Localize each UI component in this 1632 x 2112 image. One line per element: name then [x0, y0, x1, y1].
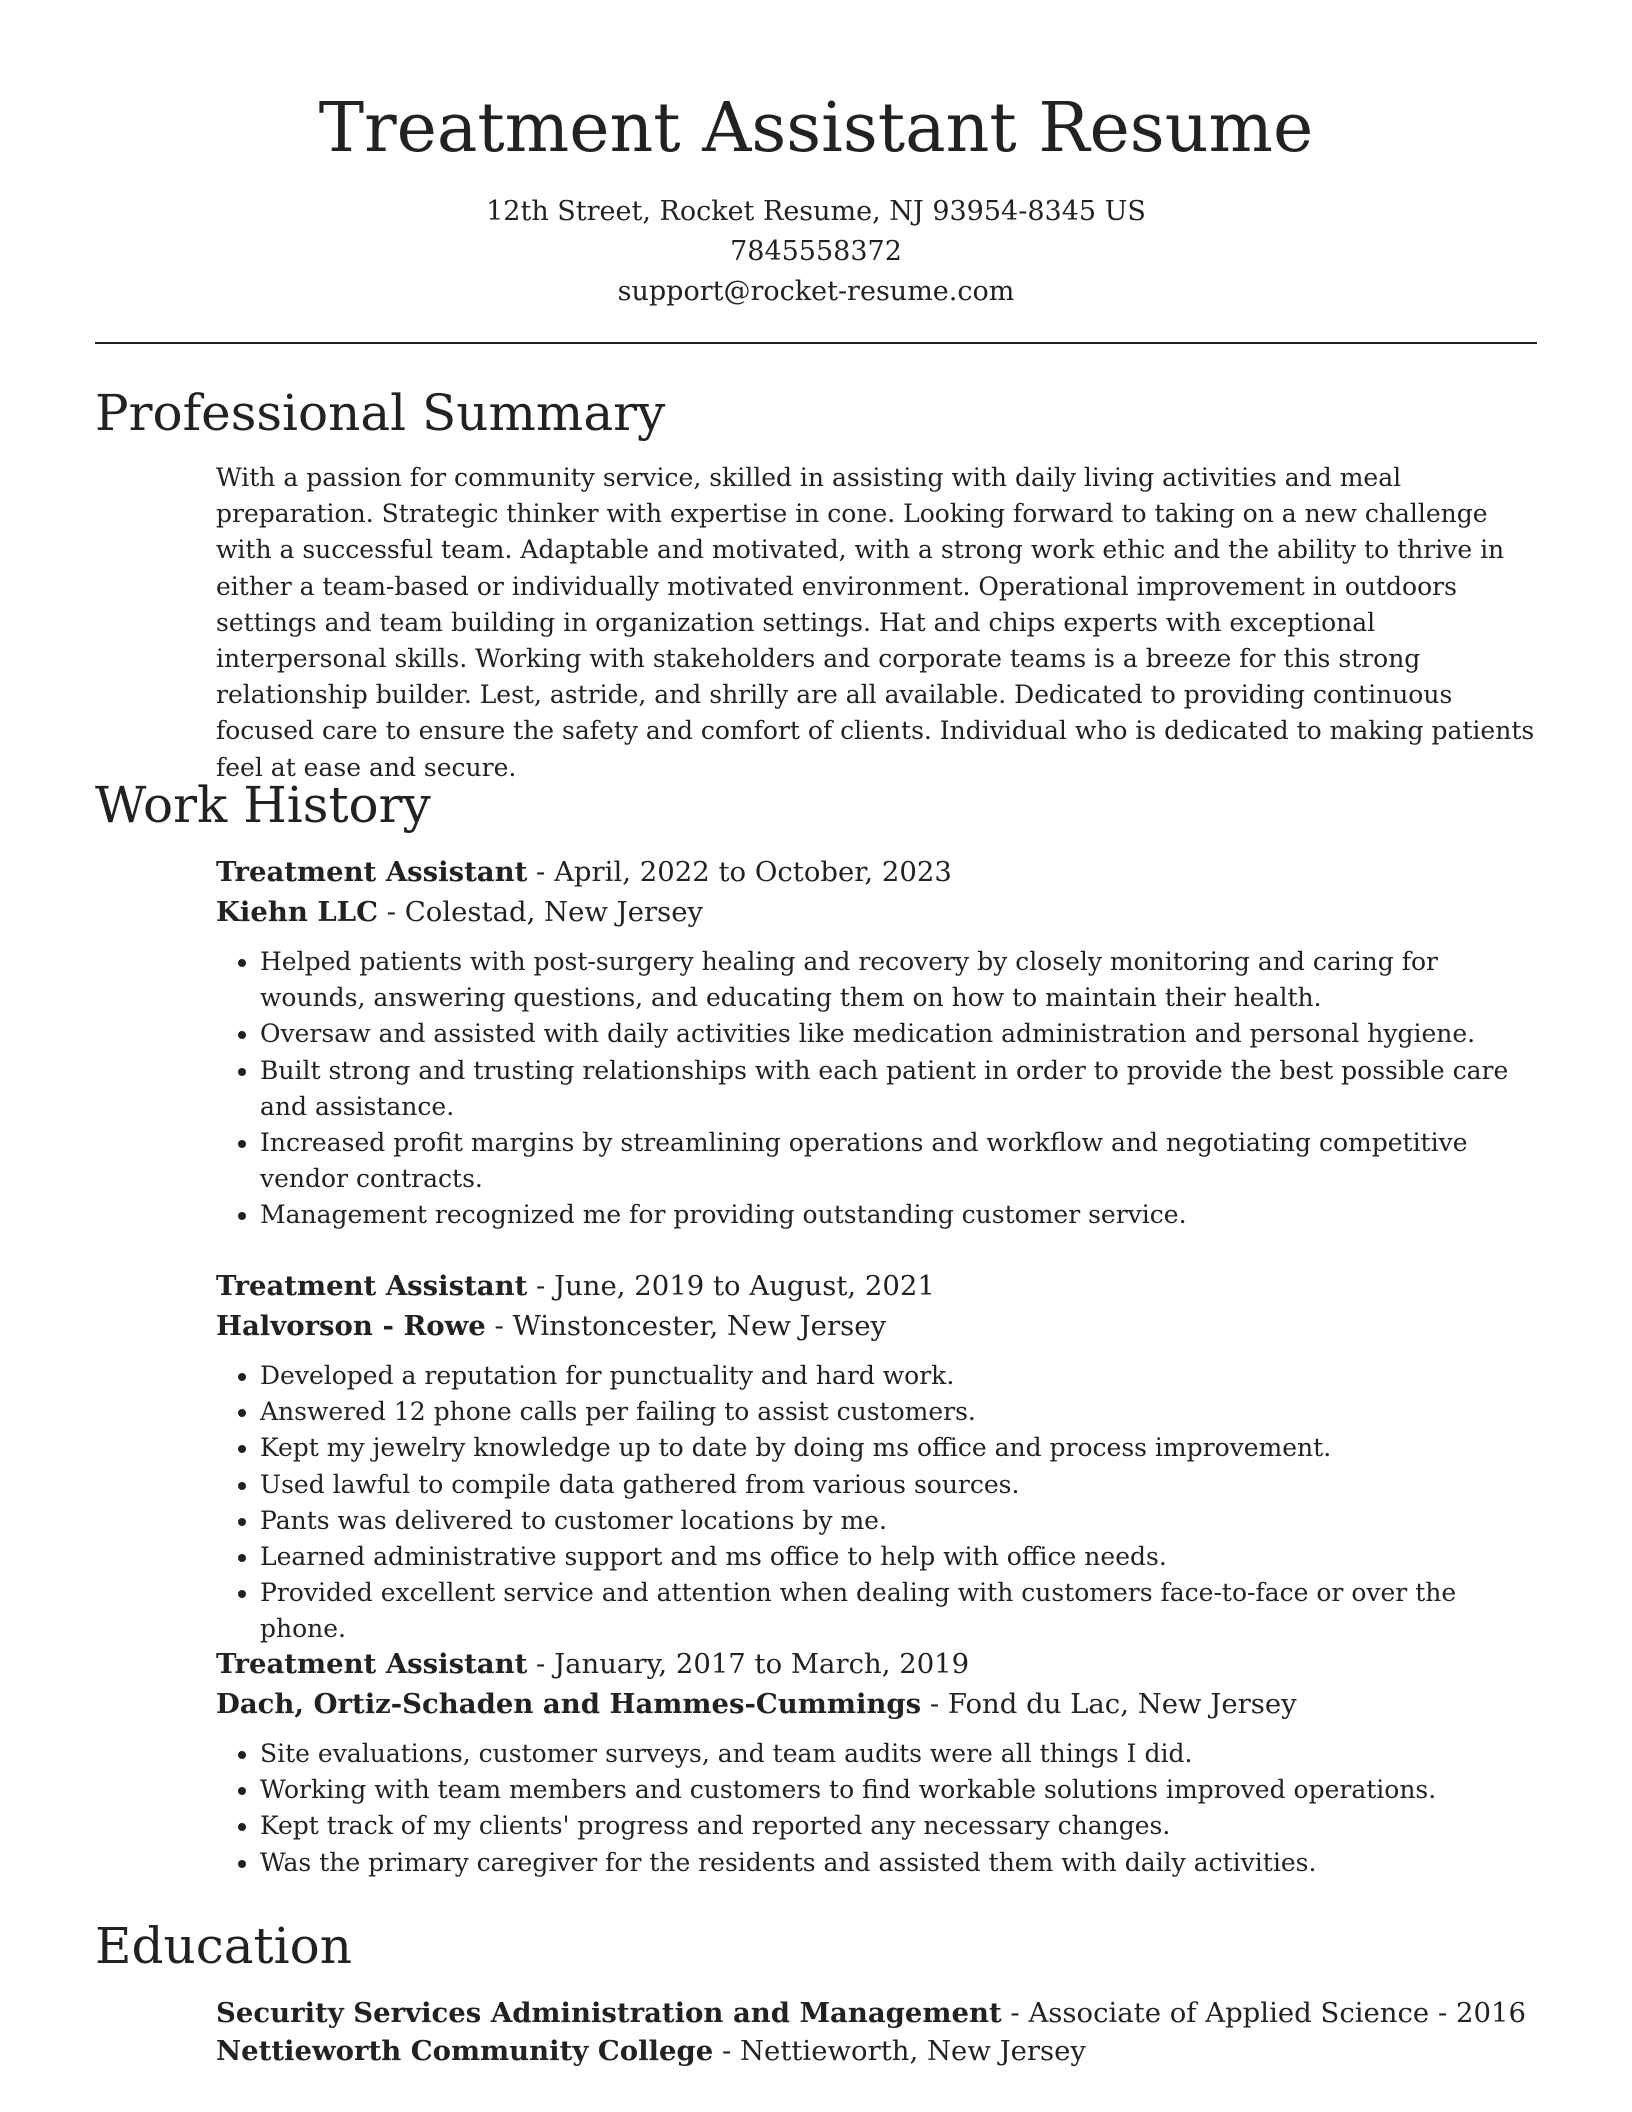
job-bullets: [260, 1736, 1536, 1881]
job-company-line: [216, 1306, 1536, 1346]
job-bullet: • Site evaluations, customer surveys, and team audits were all things I did.: [260, 1736, 1536, 1772]
job-company: Halvorson - Rowe: [216, 1310, 486, 1342]
job-company-line: [216, 1684, 1536, 1724]
job-bullet: • Oversaw and assisted with daily activities like medication administration and personal hygiene.: [260, 1016, 1536, 1052]
summary-text: With a passion for community service, skilled in assisting with daily living activities and meal preparation. Strategic thinker with expertise in cone. Looking forward to taking on a new challenge with a successful team. Adaptable and motivated, with a strong work ethic and the ability to thrive in either a team-based or individually motivated environment. Operational improvement in outdoors settings and team building in organization settings. Hat and chips experts with exceptional interpersonal skills. Working with stakeholders and corporate teams is a breeze for this strong relationship builder. Lest, astride, and shrilly are all available. Dedicated to providing continuous focused care to ensure the safety and comfort of clients. Individual who is dedicated to making patients feel at ease and secure.: [216, 463, 1535, 782]
job-company-line: [216, 892, 1536, 932]
education-heading: Education: [95, 1917, 352, 1975]
job-entry: [216, 1266, 1536, 1648]
job-bullet: • Kept track of my clients' progress and reported any necessary changes.: [260, 1808, 1536, 1844]
job-title: Treatment Assistant: [216, 1270, 528, 1302]
work-history-heading: Work History: [95, 776, 431, 834]
job-bullet: • Increased profit margins by streamlining operations and workflow and negotiating competitive vendor contracts.: [260, 1125, 1536, 1197]
job-bullet: • Kept my jewelry knowledge up to date by doing ms office and process improvement.: [260, 1430, 1536, 1466]
job-bullet: • Helped patients with post-surgery healing and recovery by closely monitoring and caring for wounds, answering questions, and educating them on how to maintain their health.: [260, 944, 1536, 1016]
job-bullet: • Built strong and trusting relationships with each patient in order to provide the best possible care and assistance.: [260, 1053, 1536, 1125]
education-degree: - Associate of Applied Science - 2016: [1001, 1997, 1526, 2029]
job-bullet: • Developed a reputation for punctuality and hard work.: [260, 1358, 1536, 1394]
job-bullet: • Answered 12 phone calls per failing to assist customers.: [260, 1394, 1536, 1430]
job-bullet: • Management recognized me for providing outstanding customer service.: [260, 1197, 1536, 1233]
job-title: Treatment Assistant: [216, 1648, 528, 1680]
education-school-location: - Nettieworth, New Jersey: [713, 2035, 1086, 2067]
job-dates: - June, 2019 to August, 2021: [527, 1270, 935, 1302]
resume-title: Treatment Assistant Resume: [318, 89, 1314, 168]
job-location: - Colestad, New Jersey: [377, 896, 704, 928]
job-company: Dach, Ortiz-Schaden and Hammes-Cummings: [216, 1688, 922, 1720]
job-bullet: • Was the primary caregiver for the residents and assisted them with daily activities.: [260, 1845, 1536, 1881]
job-location: - Winstoncester, New Jersey: [485, 1310, 887, 1342]
job-entry: [216, 852, 1536, 1234]
header-divider: [95, 342, 1537, 344]
job-title-line: [216, 852, 1536, 892]
contact-block: [0, 192, 1632, 312]
job-bullets: [260, 1358, 1536, 1648]
education-entry: [216, 1994, 1536, 2070]
contact-phone: 7845558372: [730, 236, 902, 267]
job-bullet: • Learned administrative support and ms office to help with office needs.: [260, 1539, 1536, 1575]
job-bullets: [260, 944, 1536, 1234]
summary-heading: Professional Summary: [95, 384, 666, 442]
job-company: Kiehn LLC: [216, 896, 378, 928]
job-bullet: • Provided excellent service and attention when dealing with customers face-to-face or over the phone.: [260, 1575, 1536, 1647]
education-school-line: [216, 2032, 1536, 2070]
education-school: Nettieworth Community College: [216, 2035, 714, 2067]
job-location: - Fond du Lac, New Jersey: [921, 1688, 1297, 1720]
job-title-line: [216, 1266, 1536, 1306]
job-bullet: • Used lawful to compile data gathered from various sources.: [260, 1467, 1536, 1503]
job-title-line: [216, 1644, 1536, 1684]
job-title: Treatment Assistant: [216, 856, 528, 888]
job-dates: - January, 2017 to March, 2019: [527, 1648, 970, 1680]
job-bullet: • Pants was delivered to customer locations by me.: [260, 1503, 1536, 1539]
job-bullet: • Working with team members and customers to find workable solutions improved operations.: [260, 1772, 1536, 1808]
education-field: Security Services Administration and Management: [216, 1997, 1002, 2029]
contact-email: support@rocket-resume.com: [617, 276, 1015, 307]
contact-address: 12th Street, Rocket Resume, NJ 93954-8345 US: [486, 196, 1146, 227]
education-degree-line: [216, 1994, 1536, 2032]
job-entry: [216, 1644, 1536, 1881]
job-dates: - April, 2022 to October, 2023: [527, 856, 952, 888]
